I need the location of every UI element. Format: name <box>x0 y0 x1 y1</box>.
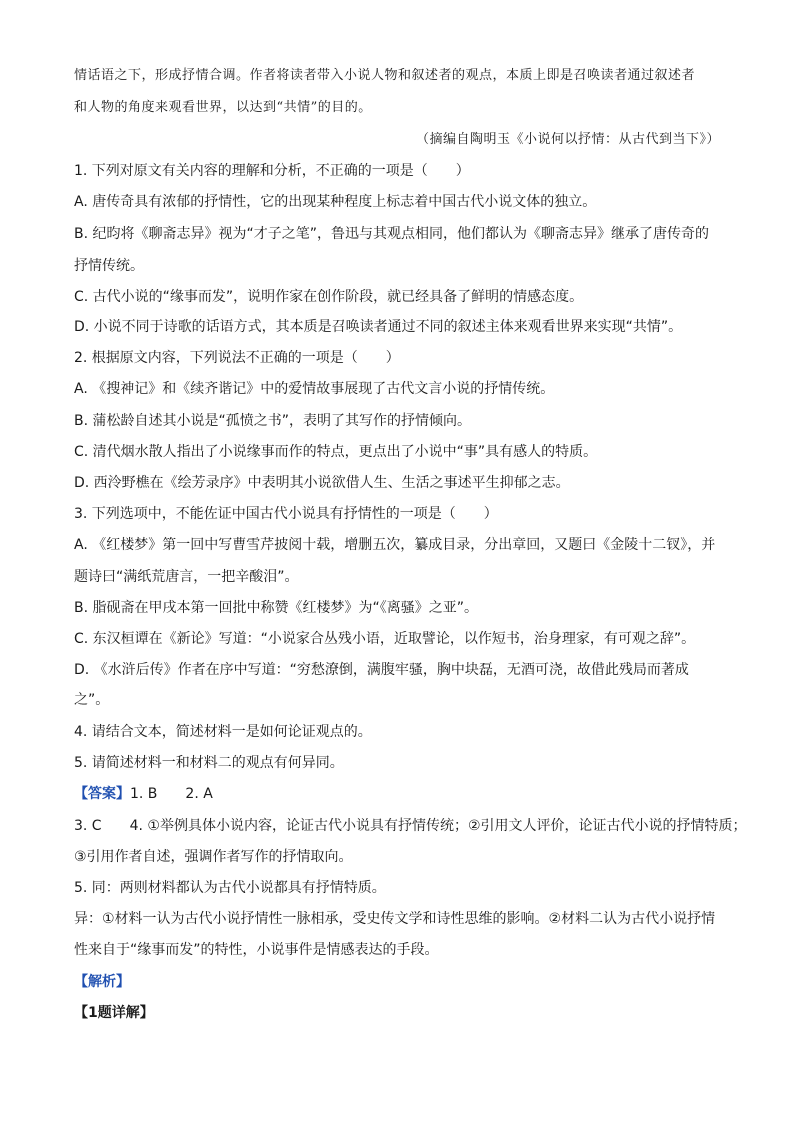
question-3-option-b: B. 脂砚斋在甲戌本第一回批中称赞《红楼梦》为“《离骚》之亚”。 <box>74 600 479 616</box>
question-1-option-b-cont: 抒情传统。 <box>74 258 144 274</box>
question-2-option-b: B. 蒲松龄自述其小说是“孤愤之书”，表明了其写作的抒情倾向。 <box>74 413 472 429</box>
question-2-option-a: A. 《搜神记》和《续齐谐记》中的爱情故事展现了古代文言小说的抒情传统。 <box>74 381 555 397</box>
answer-label: 【答案】 <box>74 786 130 802</box>
source-citation: （摘编自陶明玉《小说何以抒情：从古代到当下》） <box>415 132 720 147</box>
question-1-option-b: B. 纪昀将《聊斋志异》视为“才子之笔”，鲁迅与其观点相同，他们都认为《聊斋志异》继承了唐传奇的 <box>74 226 710 242</box>
question-1-option-a: A. 唐传奇具有浓郁的抒情性，它的出现某种程度上标志着中国古代小说文体的独立。 <box>74 194 597 210</box>
question-2-option-c: C. 清代烟水散人指出了小说缘事而作的特点，更点出了小说中“事”具有感人的特质。 <box>74 444 598 460</box>
question-1-stem: 1. 下列对原文有关内容的理解和分析，不正确的一项是（ ） <box>74 163 470 179</box>
question-2-stem: 2. 根据原文内容，下列说法不正确的一项是（ ） <box>74 350 400 366</box>
question-3-stem: 3. 下列选项中，不能佐证中国古代小说具有抒情性的一项是（ ） <box>74 506 498 522</box>
analysis-subheading: 【1题详解】 <box>74 1005 154 1021</box>
question-4-stem: 4. 请结合文本，简述材料一是如何论证观点的。 <box>74 724 372 740</box>
answer-values: 1. B 2. A <box>130 786 213 802</box>
question-3-option-a-cont: 题诗曰“满纸荒唐言，一把辛酸泪”。 <box>74 569 299 585</box>
intro-paragraph-line: 情话语之下，形成抒情合调。作者将读者带入小说人物和叙述者的观点，本质上即是召唤读者通过叙述者 <box>74 68 696 83</box>
answer-line: 3. C 4. ①举例具体小说内容，论证古代小说具有抒情传统；②引用文人评价，论证古代小说的抒情特质； <box>74 818 747 834</box>
analysis-label: 【解析】 <box>74 974 130 990</box>
answer-line: 异：①材料一认为古代小说抒情性一脉相承，受史传文学和诗性思维的影响。②材料二认为古代小说抒情 <box>74 911 716 927</box>
intro-paragraph-line: 和人物的角度来观看世界，以达到“共情”的目的。 <box>74 100 372 115</box>
question-3-option-d-cont: 之”。 <box>74 692 110 708</box>
answer-line: 5. 同：两则材料都认为古代小说都具有抒情特质。 <box>74 880 386 896</box>
question-1-option-d: D. 小说不同于诗歌的话语方式，其本质是召唤读者通过不同的叙述主体来观看世界来实现“共情”。 <box>74 319 683 335</box>
question-3-option-c: C. 东汉桓谭在《新论》写道：“小说家合丛残小语，近取譬论，以作短书，治身理家，有可观之辞”。 <box>74 631 696 647</box>
question-3-option-d: D. 《水浒后传》作者在序中写道：“穷愁潦倒，满腹牢骚，胸中块磊，无酒可浇，故借此残局而著成 <box>74 662 689 678</box>
answer-line: 性来自于“缘事而发”的特性，小说事件是情感表达的手段。 <box>74 942 439 958</box>
question-3-option-a: A. 《红楼梦》第一回中写曹雪芹披阅十载，增删五次，纂成目录，分出章回，又题曰《金陵十二钗》，并 <box>74 537 716 553</box>
question-1-option-c: C. 古代小说的“缘事而发”，说明作家在创作阶段，就已经具备了鲜明的情感态度。 <box>74 289 584 305</box>
question-2-option-d: D. 西泠野樵在《绘芳录序》中表明其小说欲借人生、生活之事述平生抑郁之志。 <box>74 475 570 491</box>
answer-line <box>74 784 213 804</box>
question-5-stem: 5. 请简述材料一和材料二的观点有何异同。 <box>74 755 344 771</box>
answer-line: ③引用作者自述，强调作者写作的抒情取向。 <box>74 849 353 865</box>
